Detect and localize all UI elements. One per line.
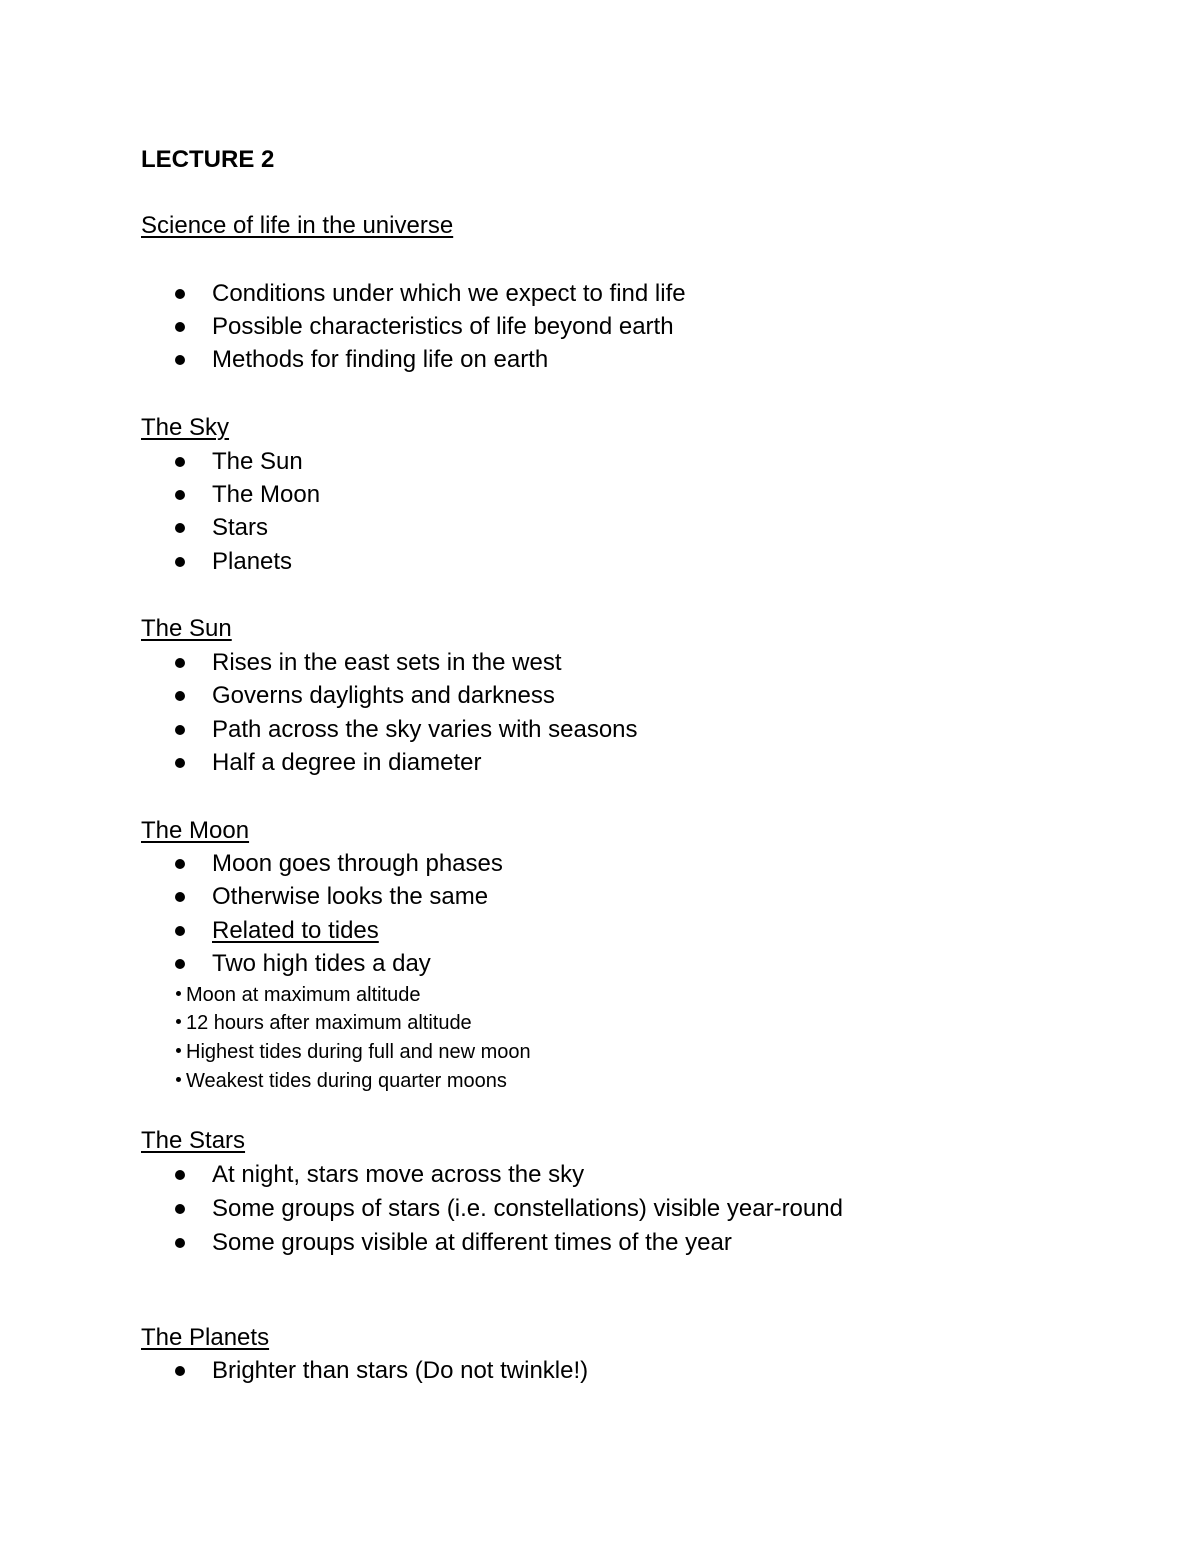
bullet-icon	[175, 523, 185, 533]
list-item	[0, 916, 1200, 946]
list-item-text: Related to tides	[212, 917, 379, 944]
bullet-icon	[175, 1366, 185, 1376]
list-item-text: Some groups visible at different times of the year	[212, 1229, 732, 1256]
list-item	[0, 547, 1200, 577]
bullet-icon	[175, 1238, 185, 1248]
bullet-icon	[175, 926, 185, 936]
section-heading-the-planets: The Planets	[141, 1324, 270, 1351]
list-item-text: Possible characteristics of life beyond earth	[212, 313, 674, 340]
bullet-icon	[175, 658, 185, 668]
sub-list-item	[176, 1039, 531, 1065]
sub-list-item-text: 12 hours after maximum altitude	[186, 1012, 472, 1034]
list-item	[0, 849, 1200, 879]
sub-list-item-text: Weakest tides during quarter moons	[186, 1070, 507, 1092]
sub-list-item	[176, 1068, 507, 1094]
list-item-text: Planets	[212, 548, 293, 575]
list-item-text: Stars	[212, 514, 269, 541]
list-item	[0, 1356, 1200, 1386]
sub-list-item-text: Highest tides during full and new moon	[186, 1041, 531, 1063]
bullet-icon	[175, 1170, 185, 1180]
bullet-icon	[175, 457, 185, 467]
list-item	[0, 312, 1200, 342]
section-heading-the-sky: The Sky	[141, 414, 230, 441]
list-item-text: Moon goes through phases	[212, 850, 503, 877]
bullet-icon	[175, 959, 185, 969]
list-item	[0, 681, 1200, 711]
bullet-icon	[175, 691, 185, 701]
bullet-icon	[176, 991, 181, 996]
list-item	[0, 949, 1200, 979]
list-item-text: Brighter than stars (Do not twinkle!)	[212, 1357, 589, 1384]
sub-list-item-text: Moon at maximum altitude	[186, 984, 421, 1006]
list-item-text: At night, stars move across the sky	[212, 1161, 585, 1188]
list-item	[0, 1160, 1200, 1190]
page-title: LECTURE 2	[141, 146, 275, 173]
list-item	[0, 648, 1200, 678]
list-item-text: The Sun	[212, 448, 303, 475]
list-item-text: Methods for finding life on earth	[212, 346, 549, 373]
bullet-icon	[176, 1019, 181, 1024]
list-item-text: Governs daylights and darkness	[212, 682, 555, 709]
bullet-icon	[175, 859, 185, 869]
bullet-icon	[175, 289, 185, 299]
bullet-icon	[175, 725, 185, 735]
section-heading-the-sun: The Sun	[141, 615, 232, 642]
section-heading-science-of-life: Science of life in the universe	[141, 212, 454, 239]
bullet-icon	[175, 892, 185, 902]
bullet-icon	[176, 1077, 181, 1082]
list-item-text: Half a degree in diameter	[212, 749, 482, 776]
list-item	[0, 480, 1200, 510]
list-item	[0, 715, 1200, 745]
list-item	[0, 882, 1200, 912]
list-item-text: Conditions under which we expect to find life	[212, 280, 686, 307]
bullet-icon	[176, 1048, 181, 1053]
list-item-text: Otherwise looks the same	[212, 883, 489, 910]
list-item	[0, 513, 1200, 543]
bullet-icon	[175, 355, 185, 365]
list-item-text: Path across the sky varies with seasons	[212, 716, 638, 743]
section-heading-the-moon: The Moon	[141, 817, 250, 844]
sub-list-item	[176, 982, 421, 1008]
bullet-icon	[175, 322, 185, 332]
list-item-text: The Moon	[212, 481, 321, 508]
sub-list-item	[176, 1010, 472, 1036]
list-item	[0, 1194, 1200, 1224]
bullet-icon	[175, 557, 185, 567]
list-item	[0, 279, 1200, 309]
bullet-icon	[175, 490, 185, 500]
list-item	[0, 1228, 1200, 1258]
bullet-icon	[175, 758, 185, 768]
list-item-text: Some groups of stars (i.e. constellations) visible year-round	[212, 1195, 843, 1222]
list-item	[0, 447, 1200, 477]
list-item-text: Rises in the east sets in the west	[212, 649, 562, 676]
bullet-icon	[175, 1204, 185, 1214]
section-heading-the-stars: The Stars	[141, 1127, 246, 1154]
list-item	[0, 345, 1200, 375]
list-item-text: Two high tides a day	[212, 950, 431, 977]
list-item	[0, 748, 1200, 778]
